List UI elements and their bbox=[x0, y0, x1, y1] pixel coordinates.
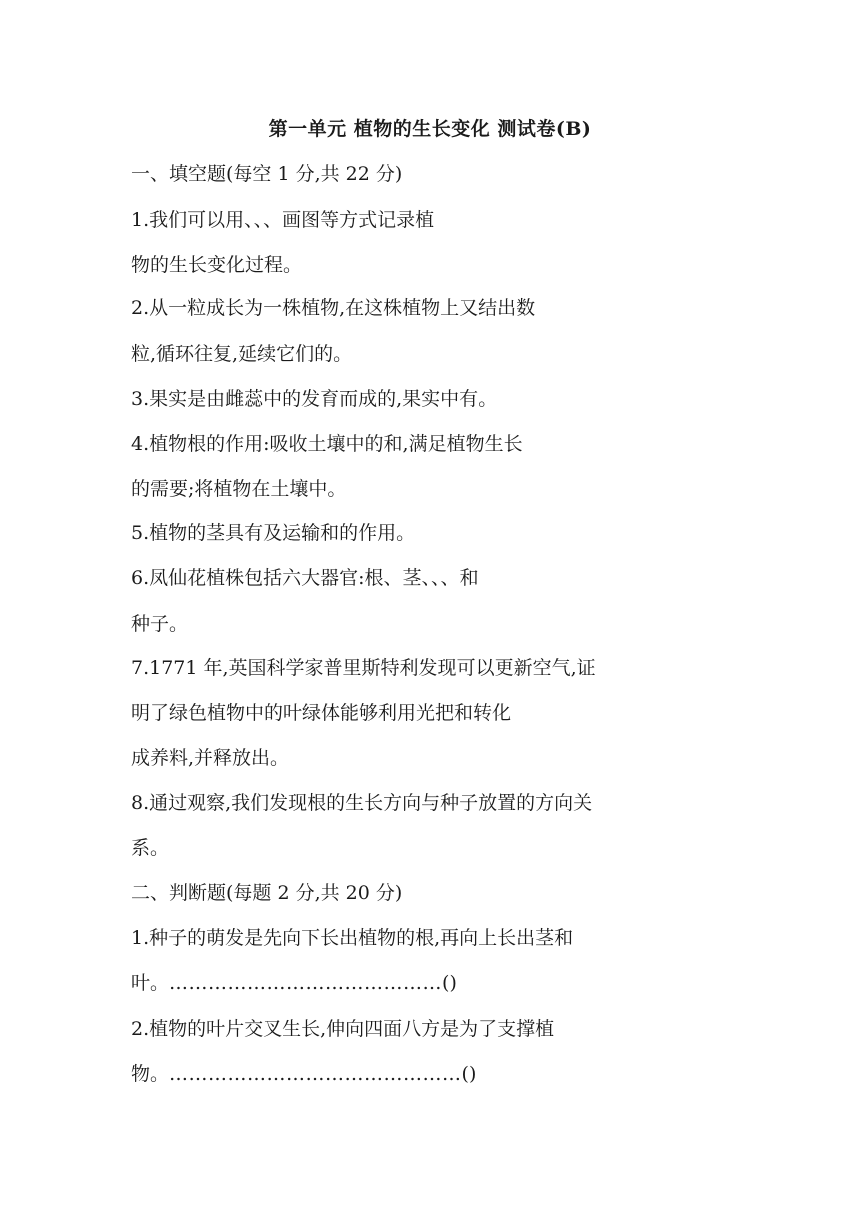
question-7-line-3: 成养料,并释放出。 bbox=[131, 747, 290, 769]
leader-dots: ……………………………………… bbox=[169, 1063, 462, 1085]
question-1-line-2: 物的生长变化过程。 bbox=[131, 254, 303, 276]
question-4-line-1: 4.植物根的作用:吸收土壤中的和,满足植物生长 bbox=[131, 433, 523, 455]
section2-heading: 二、判断题(每题 2 分,共 20 分) bbox=[131, 882, 403, 904]
question-8-line-2: 系。 bbox=[131, 837, 170, 859]
judge-question-1-line-2: 叶。……………………………………() bbox=[131, 972, 457, 994]
section1-heading: 一、填空题(每空 1 分,共 22 分) bbox=[131, 163, 403, 185]
judge-question-2-line-2: 物。………………………………………() bbox=[131, 1063, 477, 1085]
question-8-line-1: 8.通过观察,我们发现根的生长方向与种子放置的方向关 bbox=[131, 792, 593, 814]
question-4-line-2: 的需要;将植物在土壤中。 bbox=[131, 478, 347, 500]
question-7-line-2: 明了绿色植物中的叶绿体能够利用光把和转化 bbox=[131, 702, 512, 724]
question-2-line-2: 粒,循环往复,延续它们的。 bbox=[131, 343, 353, 365]
question-6-line-2: 种子。 bbox=[131, 613, 189, 635]
leader-dots: …………………………………… bbox=[169, 972, 443, 994]
question-5: 5.植物的茎具有及运输和的作用。 bbox=[131, 522, 416, 544]
question-6-line-1: 6.凤仙花植株包括六大器官:根、茎、、、和 bbox=[131, 567, 479, 589]
answer-paren-close: ) bbox=[468, 1063, 477, 1085]
question-3: 3.果实是由雌蕊中的发育而成的,果实中有。 bbox=[131, 388, 498, 410]
question-2-line-1: 2.从一粒成长为一株植物,在这株植物上又结出数 bbox=[131, 297, 536, 319]
judge-question-1-line-1: 1.种子的萌发是先向下长出植物的根,再向上长出茎和 bbox=[131, 927, 574, 949]
page-title: 第一单元 植物的生长变化 测试卷(B) bbox=[268, 118, 592, 140]
answer-paren-close: ) bbox=[449, 972, 457, 994]
judge-question-2-line-1: 2.植物的叶片交叉生长,伸向四面八方是为了支撑植 bbox=[131, 1018, 555, 1040]
question-7-line-1: 7.1771 年,英国科学家普里斯特利发现可以更新空气,证 bbox=[131, 657, 596, 679]
answer-paren-open: ( bbox=[461, 1063, 469, 1085]
question-1-line-1: 1.我们可以用、、、画图等方式记录植 bbox=[131, 209, 435, 231]
answer-paren-open: ( bbox=[442, 972, 450, 994]
